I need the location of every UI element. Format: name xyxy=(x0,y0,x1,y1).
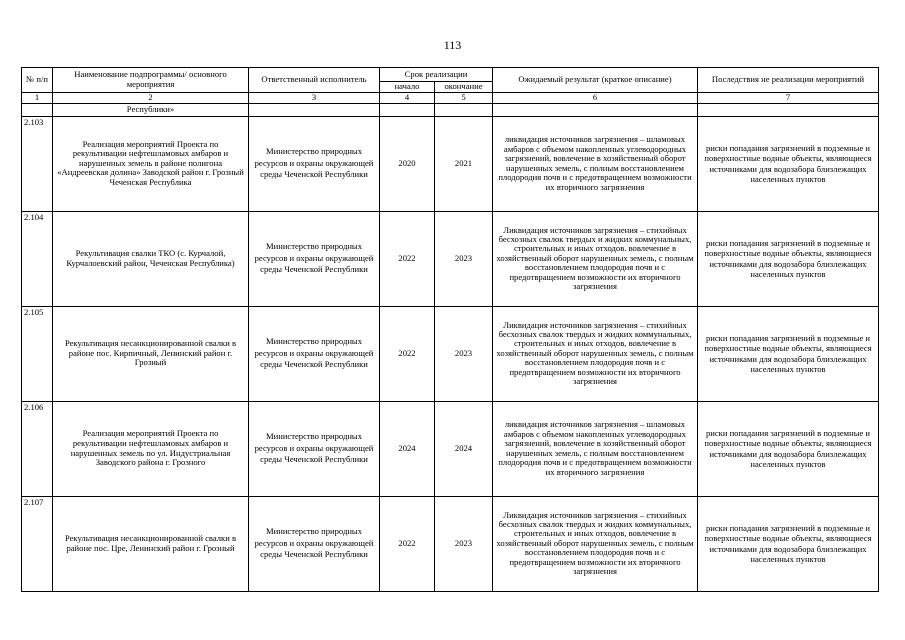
row-name: Рекультивация несанкционированной свалки в районе пос. Кирпичный, Ленинский район г. Грозный xyxy=(53,306,249,401)
row-consequences: риски попадания загрязнений в подземные и поверхностные водные объекты, являющиеся источниками для водозабора близлежащих населенных пунктов xyxy=(698,401,879,496)
row-result: Ликвидация источников загрязнения – стихийных бесхозных свалок твердых и жидких коммунальных, строительных и иных отходов, вовлечение в хозяйственный оборот нарушенных земель, с полным восстановлением плодородия почв и с предотвращением возможности их вторичного загрязнения xyxy=(493,496,698,591)
row-end: 2023 xyxy=(435,211,493,306)
row-consequences: риски попадания загрязнений в подземные и поверхностные водные объекты, являющиеся источниками для водозабора близлежащих населенных пунктов xyxy=(698,306,879,401)
row-consequences: риски попадания загрязнений в подземные и поверхностные водные объекты, являющиеся источниками для водозабора близлежащих населенных пунктов xyxy=(698,211,879,306)
table-row xyxy=(22,401,879,496)
row-consequences: риски попадания загрязнений в подземные и поверхностные водные объекты, являющиеся источниками для водозабора близлежащих населенных пунктов xyxy=(698,496,879,591)
column-number: 5 xyxy=(435,93,493,104)
row-result: Ликвидация источников загрязнения – стихийных бесхозных свалок твердых и жидких коммунальных, строительных и иных отходов. вовлечение в хозяйственный оборот нарушенных земель, с полным восстановлением плодородия почв и с предотвращением возможности их вторичного загрязнения xyxy=(493,211,698,306)
row-end: 2023 xyxy=(435,306,493,401)
row-id: 2.107 xyxy=(22,496,53,591)
header-num: № п/п xyxy=(22,68,53,93)
row-result: ликвидация источников загрязнения – шламовых амбаров с объемом накопленных углеводородных загрязнений, вовлечение в хозяйственный оборот нарушенных земель, с полным восстановлением плодородия почв и с предотвращением возможности их вторичного загрязнения xyxy=(493,401,698,496)
row-start: 2024 xyxy=(380,401,435,496)
row-result: Ликвидация источников загрязнения – стихийных бесхозных свалок твердых и жидких коммунальных, строительных и иных отходов, вовлечение в хозяйственный оборот нарушенных земель, с полным восстановлением плодородия почв и с предотвращением возможности их вторичного загрязнения xyxy=(493,306,698,401)
column-number: 2 xyxy=(53,93,249,104)
table-row xyxy=(22,116,879,211)
column-numbers-row xyxy=(22,93,879,104)
row-name: Рекультивация свалки ТКО (с. Курчалой, Курчалоевский район, Чеченская Республика) xyxy=(53,211,249,306)
table-row xyxy=(22,306,879,401)
table-row xyxy=(22,211,879,306)
column-number: 3 xyxy=(249,93,380,104)
page-number: 113 xyxy=(443,38,462,52)
row-start: 2022 xyxy=(380,306,435,401)
row-name: Рекультивация несанкционированной свалки в районе пос. Цре, Ленинский район г. Грозный xyxy=(53,496,249,591)
continuation-row xyxy=(22,103,879,116)
row-result: ликвидация источников загрязнения – шламовых амбаров с объемом накопленных углеводородных загрязнений, вовлечение в хозяйственный оборот нарушенных земель, с полным восстановлением плодородия почв и с предотвращением возможности их вторичного загрязнения xyxy=(493,116,698,211)
row-end: 2023 xyxy=(435,496,493,591)
row-name: Реализация мероприятий Проекта по рекультивации нефтешламовых амбаров и нарушенных земель по ул. Индустриальная Заводского района г. Грозного xyxy=(53,401,249,496)
row-executor: Министерство природных ресурсов и охраны окружающей среды Чеченской Республики xyxy=(249,211,380,306)
row-start: 2022 xyxy=(380,211,435,306)
header-start: начало xyxy=(380,82,435,93)
header-end: окончание xyxy=(435,82,493,93)
row-start: 2022 xyxy=(380,496,435,591)
column-number: 4 xyxy=(380,93,435,104)
row-end: 2024 xyxy=(435,401,493,496)
header-name: Наименование подпрограммы/ основного мероприятия xyxy=(53,68,249,93)
activities-table xyxy=(21,67,879,592)
header-period: Срок реализации xyxy=(380,68,493,82)
column-number: 1 xyxy=(22,93,53,104)
header-consequences: Последствия не реализации мероприятий xyxy=(698,68,879,93)
row-id: 2.104 xyxy=(22,211,53,306)
row-id: 2.105 xyxy=(22,306,53,401)
row-executor: Министерство природных ресурсов и охраны окружающей среды Чеченской Республики xyxy=(249,496,380,591)
header-result: Ожидаемый результат (краткое описание) xyxy=(493,68,698,93)
row-end: 2021 xyxy=(435,116,493,211)
table-row xyxy=(22,496,879,591)
row-executor: Министерство природных ресурсов и охраны окружающей среды Чеченской Республики xyxy=(249,401,380,496)
continuation-text: Республики» xyxy=(53,103,249,116)
row-consequences: риски попадания загрязнений в подземные и поверхностные водные объекты, являющиеся источниками для водозабора близлежащих населенных пунктов xyxy=(698,116,879,211)
row-executor: Министерство природных ресурсов и охраны окружающей среды Чеченской Республики xyxy=(249,116,380,211)
header-executor: Ответственный исполнитель xyxy=(249,68,380,93)
row-executor: Министерство природных ресурсов и охраны окружающей среды Чеченской Республики xyxy=(249,306,380,401)
column-number: 6 xyxy=(493,93,698,104)
column-number: 7 xyxy=(698,93,879,104)
row-name: Реализация мероприятий Проекта по рекультивации нефтешламовых амбаров и нарушенных земель в районе полигона «Андреевская долина» Заводской район г. Грозный Чеченская Республика xyxy=(53,116,249,211)
row-id: 2.103 xyxy=(22,116,53,211)
row-start: 2020 xyxy=(380,116,435,211)
row-id: 2.106 xyxy=(22,401,53,496)
